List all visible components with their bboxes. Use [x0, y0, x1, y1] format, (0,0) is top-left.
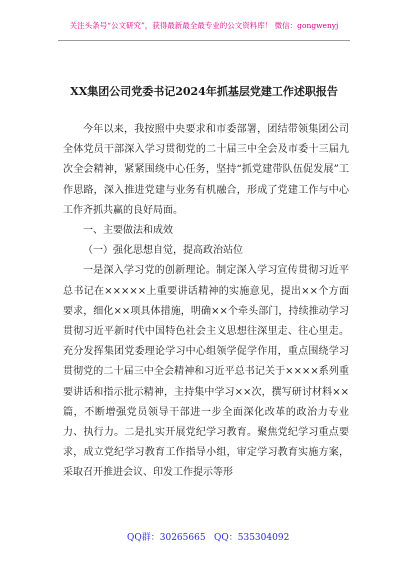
footer-contact: [0, 530, 408, 544]
document-title: XX集团公司党委书记2024年抓基层党建工作述职报告: [70, 85, 338, 98]
header-promo-text: 关注头条号“公文研究”，获得最新最全最专业的公文资料库！ 微信：gongwenyj: [69, 21, 339, 30]
intro-paragraph: 今年以来，我按照中央要求和市委部署，团结带领集团公司全体党员干部深入学习贯彻党的二十届三中全会及市委十三届九次全会精神，紧紧围绕中心任务，坚持“抓党建带队伍促发展”工作思路，深入推进党建与业务有机融合，形成了党建工作与中心工作齐抓共赢的良好局面。: [63, 124, 349, 216]
qq-group-number: QQ群：30265665: [127, 533, 206, 543]
section-heading: 一、主要做法和成效: [83, 225, 173, 237]
body-paragraph: 一是深入学习党的创新理论。制定深入学习宣传贯彻习近平总书记在×××××上重要讲话精神的实施意见，提出××个方面要求，细化××项具体措施，明确××个牵头部门，持续推动学习贯彻习近平新时代中国特色社会主义思想往深里走、往心里走。充分发挥集团党委理论学习中心组领学促学作用，重点围绕学习贯彻党的二十届三中全会精神和习近平总书记关于××××系列重要讲话和指示批示精神，主持集中学习××次，撰写研讨材料××篇，不断增强党员领导干部进一步全面深化改革的政治力专业力、执行力。二是扎实开展党纪学习教育。聚焦党纪学习重点要求，成立党纪学习教育工作指导小组，审定学习教育实施方案，采取召开推进会议、印发工作提示等形: [63, 265, 349, 479]
document-body: [63, 120, 349, 484]
subsection-heading: （一）强化思想自觉，提高政治站位: [83, 245, 243, 257]
header-divider: [58, 40, 350, 41]
qq-number: QQ：535304092: [214, 533, 290, 543]
